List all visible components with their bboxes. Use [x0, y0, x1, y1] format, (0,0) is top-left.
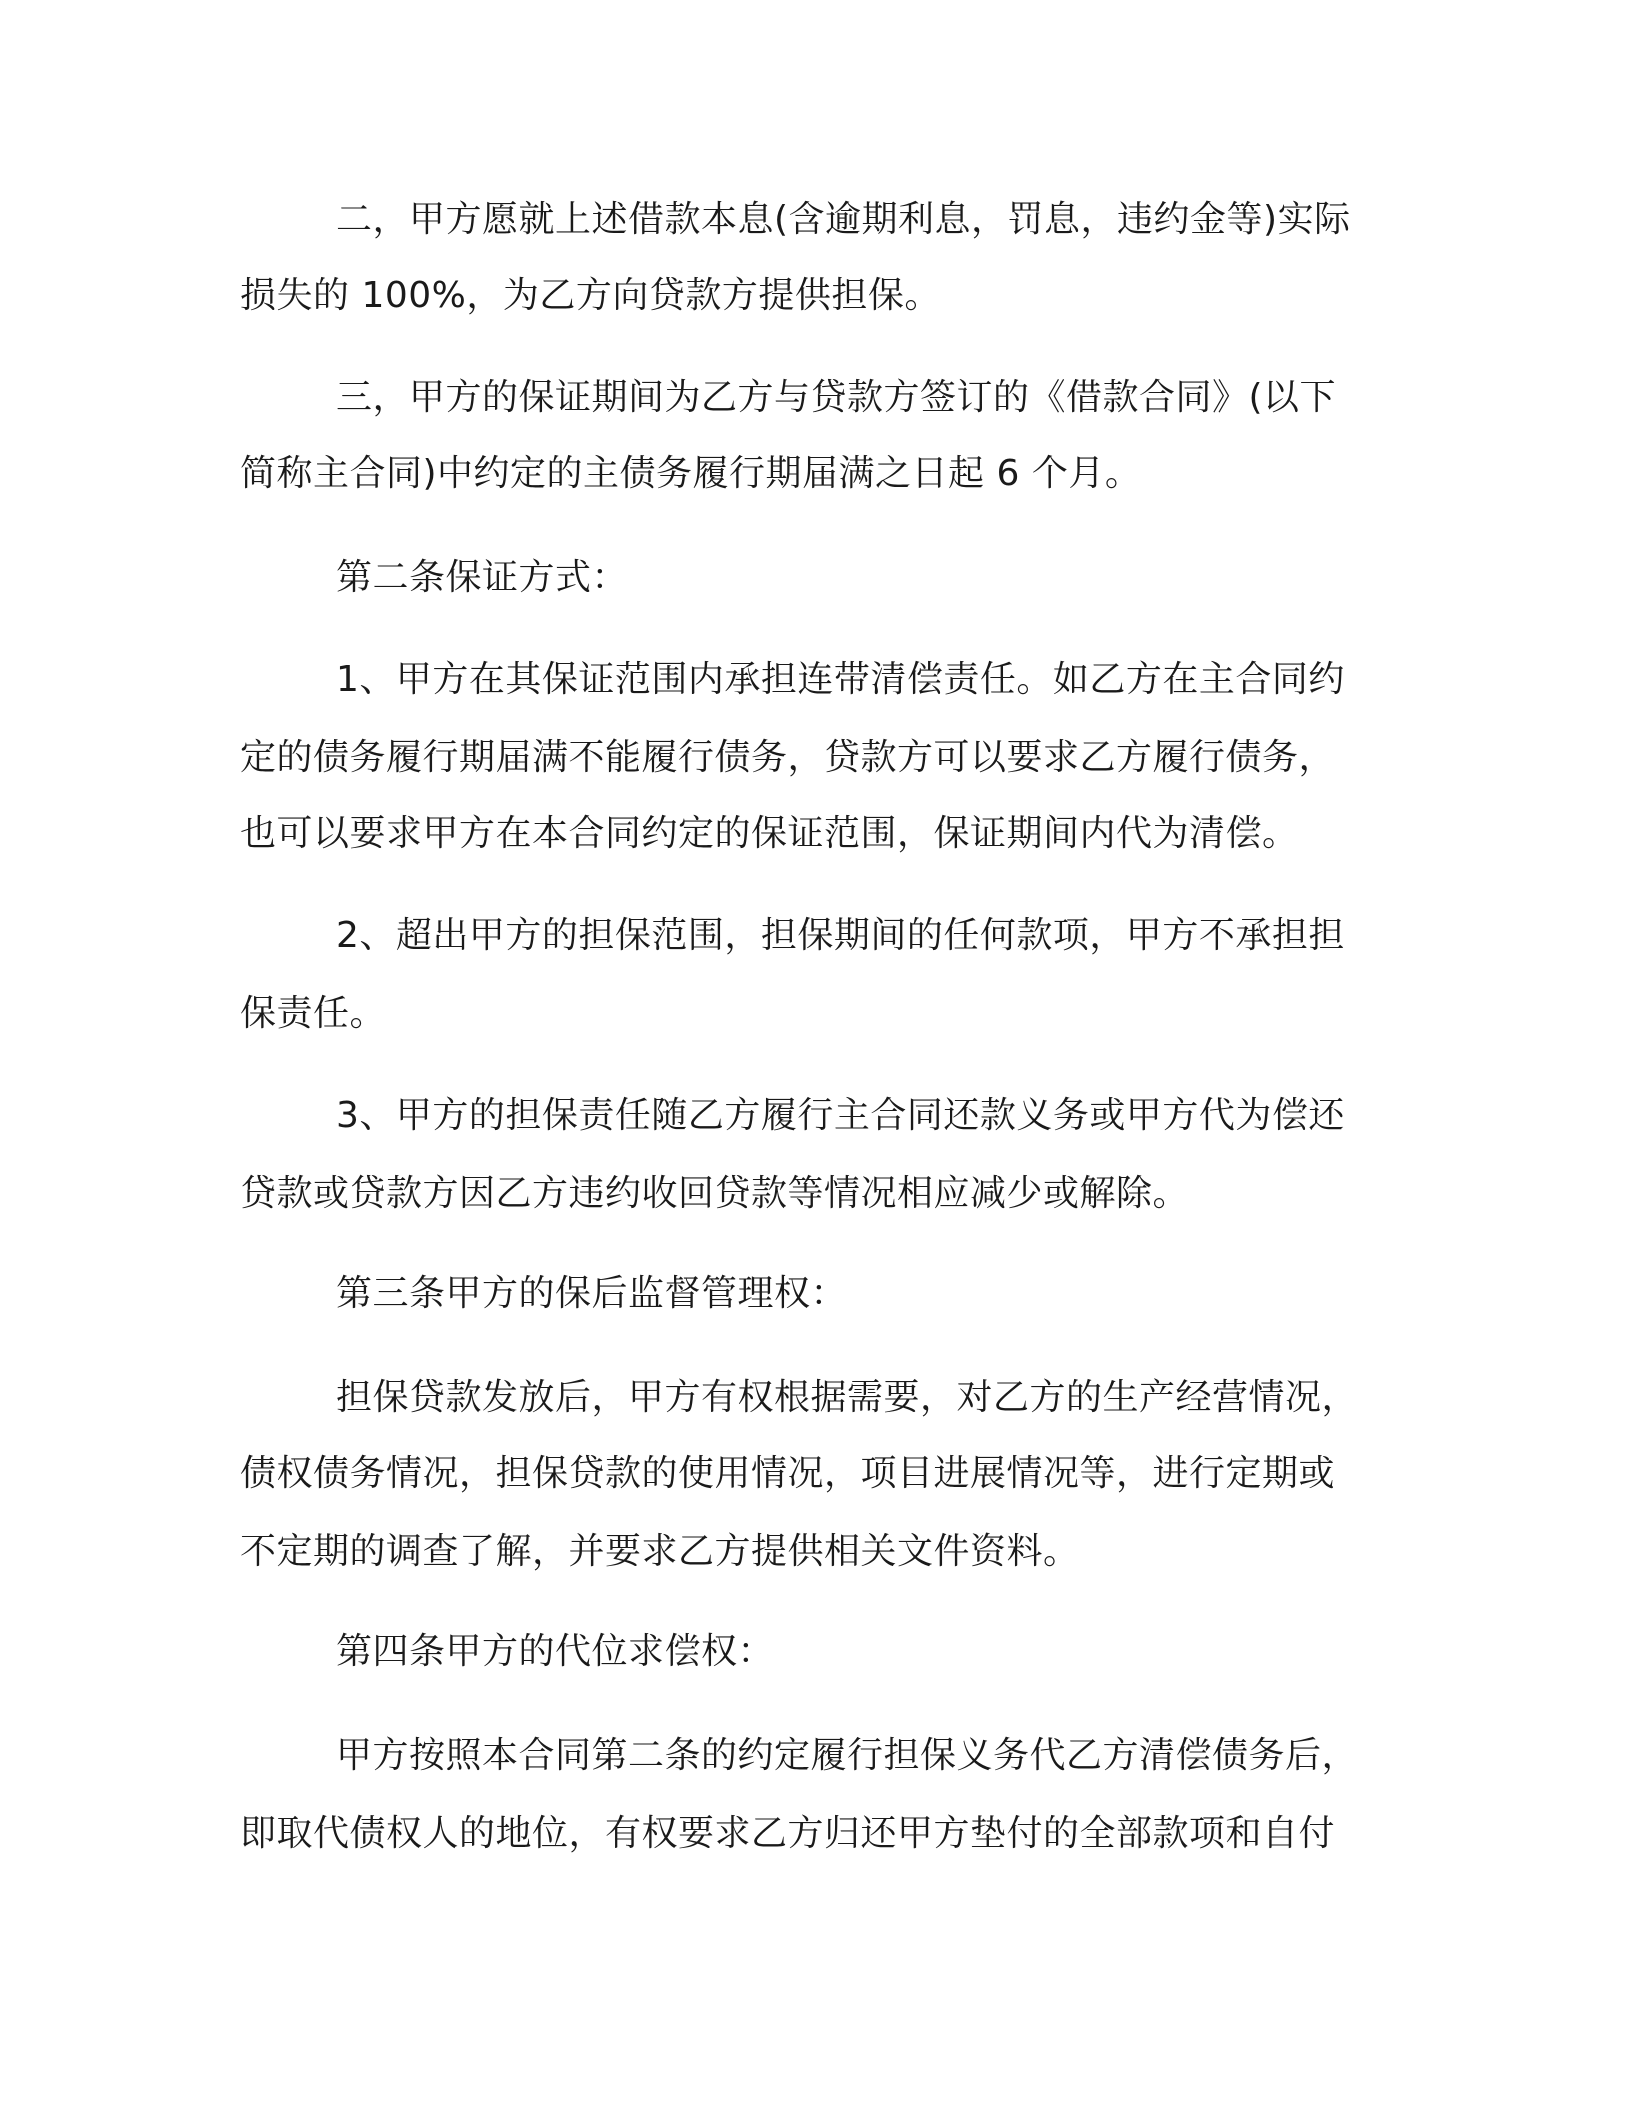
paragraph-line: 损失的 100%，为乙方向贷款方提供担保。 [240, 275, 941, 316]
section-heading: 第二条保证方式： [336, 557, 629, 598]
paragraph-line: 担保贷款发放后，甲方有权根据需要，对乙方的生产经营情况， [336, 1377, 1359, 1418]
paragraph-line: 简称主合同)中约定的主债务履行期届满之日起 6 个月。 [240, 453, 1142, 494]
paragraph-line: 3、甲方的担保责任随乙方履行主合同还款义务或甲方代为偿还 [336, 1095, 1345, 1136]
section-heading: 第四条甲方的代位求偿权： [336, 1631, 775, 1672]
paragraph-line: 二，甲方愿就上述借款本息(含逾期利息，罚息，违约金等)实际 [336, 199, 1351, 240]
paragraph-line: 1、甲方在其保证范围内承担连带清偿责任。如乙方在主合同约 [336, 659, 1345, 700]
paragraph-line: 三，甲方的保证期间为乙方与贷款方签订的《借款合同》(以下 [336, 377, 1337, 418]
section-heading: 第三条甲方的保后监督管理权： [336, 1273, 848, 1314]
paragraph-line: 定的债务履行期届满不能履行债务，贷款方可以要求乙方履行债务， [240, 737, 1336, 778]
paragraph-line: 即取代债权人的地位，有权要求乙方归还甲方垫付的全部款项和自付 [240, 1813, 1336, 1854]
paragraph-line: 债权债务情况，担保贷款的使用情况，项目进展情况等，进行定期或 [240, 1453, 1336, 1494]
paragraph-line: 甲方按照本合同第二条的约定履行担保义务代乙方清偿债务后， [336, 1735, 1359, 1776]
paragraph-line: 也可以要求甲方在本合同约定的保证范围，保证期间内代为清偿。 [240, 813, 1299, 854]
paragraph-line: 2、超出甲方的担保范围，担保期间的任何款项，甲方不承担担 [336, 915, 1345, 956]
paragraph-line: 不定期的调查了解，并要求乙方提供相关文件资料。 [240, 1531, 1080, 1572]
paragraph-line: 保责任。 [240, 993, 387, 1034]
paragraph-line: 贷款或贷款方因乙方违约收回贷款等情况相应减少或解除。 [240, 1173, 1190, 1214]
